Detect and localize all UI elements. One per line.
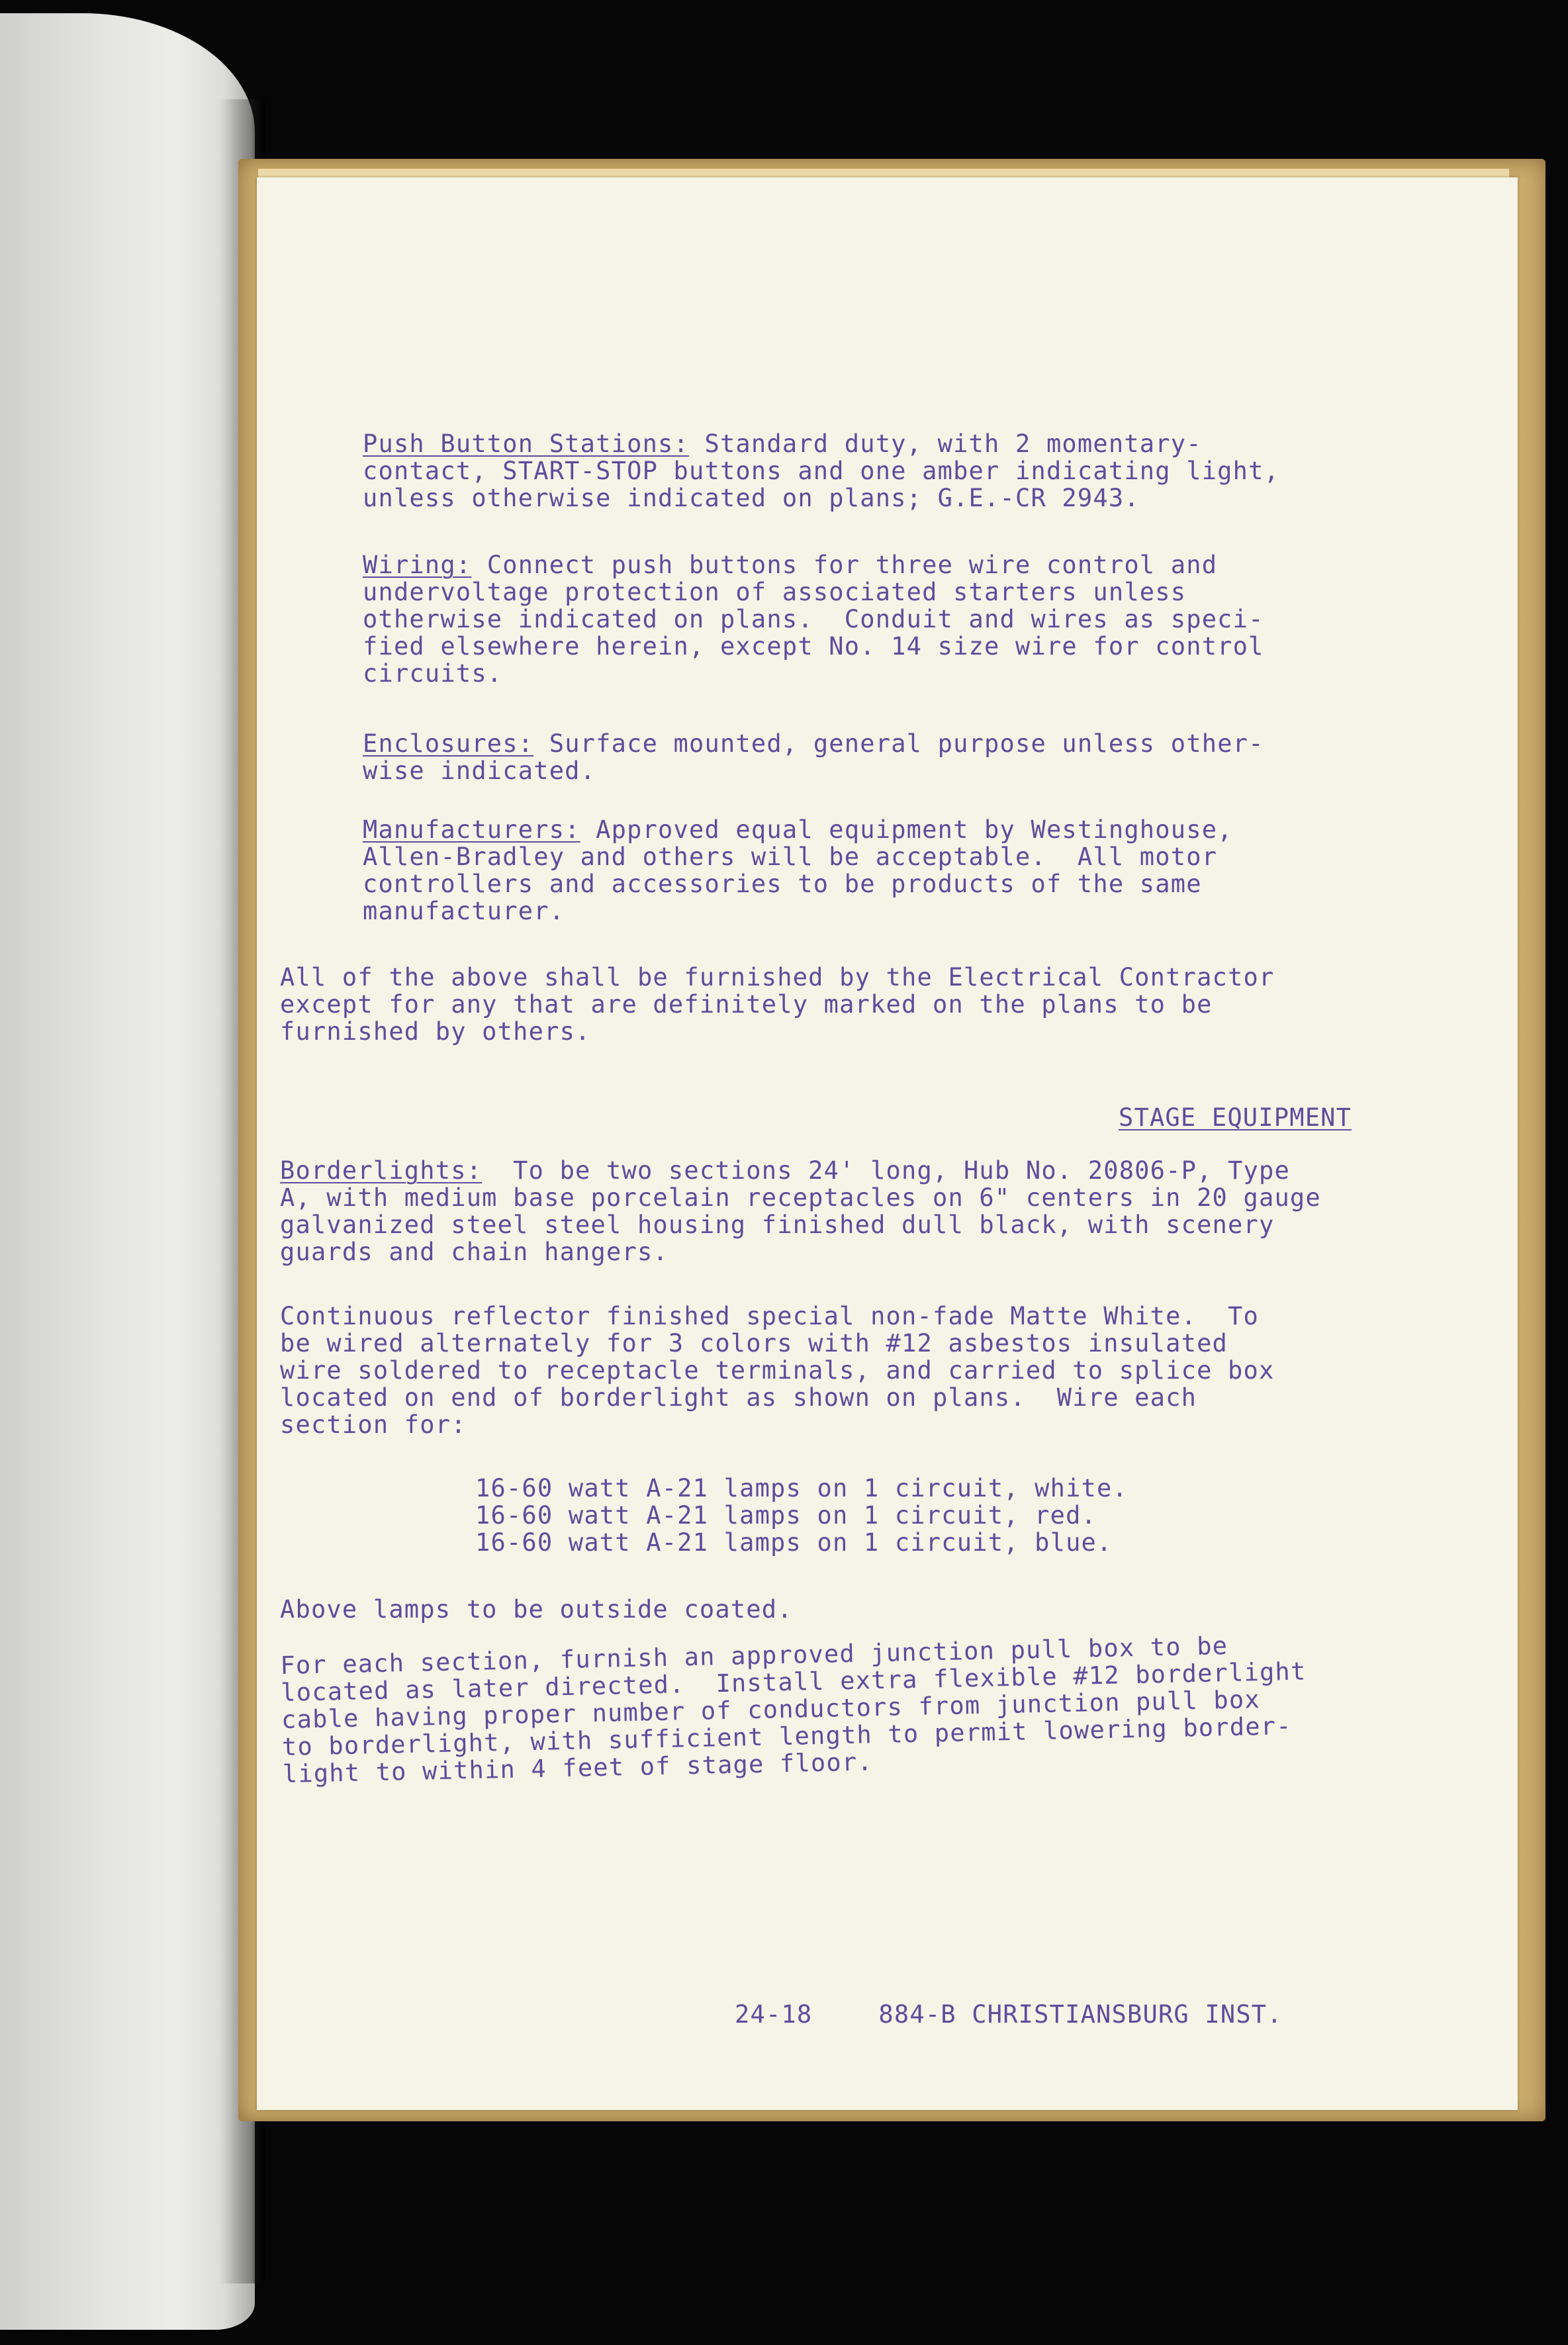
enclosures-body: wise indicated. [363, 757, 596, 785]
project-identifier: 884-B CHRISTIANSBURG INST. [878, 2000, 1283, 2029]
typed-page [257, 177, 1518, 2110]
borderlights-body: A, with medium base porcelain receptacles on 6" centers in 20 gauge galvanized steel steel housing finished dull black, with scenery guards and chain hangers. [280, 1183, 1321, 1266]
wiring-paragraph [363, 551, 1264, 687]
wiring-body: undervoltage protection of associated starters unless otherwise indicated on plans. Conduit and wires as speci- fied elsewhere herein, except No. 14 size wire for control circuits. [363, 578, 1264, 688]
lamp-list-item: 16-60 watt A-21 lamps on 1 circuit, white. [475, 1474, 1128, 1502]
left-book-pages [0, 13, 255, 2330]
manufacturers-heading: Manufacturers: [363, 815, 580, 844]
outside-coated-note: Above lamps to be outside coated. [280, 1595, 793, 1624]
lamp-list-item: 16-60 watt A-21 lamps on 1 circuit, blue. [475, 1528, 1113, 1557]
manufacturers-first-line: Approved equal equipment by Westinghouse, [580, 815, 1233, 844]
furnished-by-contractor-paragraph: All of the above shall be furnished by the Electrical Contractor except for any that are definitely marked on the plans to be furnished by others. [280, 963, 1275, 1046]
push-button-stations-first-line: Standard duty, with 2 momentary- [689, 430, 1202, 458]
push-button-stations-paragraph [363, 430, 1279, 512]
wiring-first-line: Connect push buttons for three wire control and [471, 551, 1218, 579]
push-button-stations-heading: Push Button Stations: [363, 430, 689, 458]
stage-equipment-heading: STAGE EQUIPMENT [1119, 1103, 1352, 1132]
page-footer [735, 2001, 1283, 2028]
borderlights-first-line: To be two sections 24' long, Hub No. 20806-P, Type [482, 1156, 1290, 1185]
wiring-heading: Wiring: [363, 551, 472, 579]
enclosures-paragraph [363, 730, 1264, 784]
lamp-list-item: 16-60 watt A-21 lamps on 1 circuit, red. [475, 1501, 1097, 1530]
enclosures-first-line: Surface mounted, general purpose unless other- [533, 729, 1264, 758]
page-number: 24-18 [735, 2000, 813, 2029]
enclosures-heading: Enclosures: [363, 729, 534, 758]
continuous-reflector-paragraph: Continuous reflector finished special non-fade Matte White. To be wired alternately for 3 colors with #12 asbestos insulated wire soldered to receptacle terminals, and carried to splice box located on end of borderlight as shown on plans. Wire each section for: [280, 1302, 1275, 1439]
borderlights-paragraph [280, 1157, 1321, 1265]
lamp-list [475, 1475, 1128, 1556]
push-button-stations-body: contact, START-STOP buttons and one amber indicating light, unless otherwise indicated on plans; G.E.-CR 2943. [363, 457, 1280, 512]
manufacturers-paragraph [363, 816, 1233, 925]
junction-pull-box-paragraph: For each section, furnish an approved junction pull box to be located as later directed. Install extra flexible #12 borderlight cable having proper number of conductors from junction pull box to borderlight, with sufficient length to permit lowering border- light to within 4 feet of stage floor. [279, 1632, 1307, 1788]
manufacturers-body: Allen-Bradley and others will be acceptable. All motor controllers and accessories to be products of the same manufacturer. [363, 843, 1218, 925]
borderlights-heading: Borderlights: [280, 1156, 483, 1185]
